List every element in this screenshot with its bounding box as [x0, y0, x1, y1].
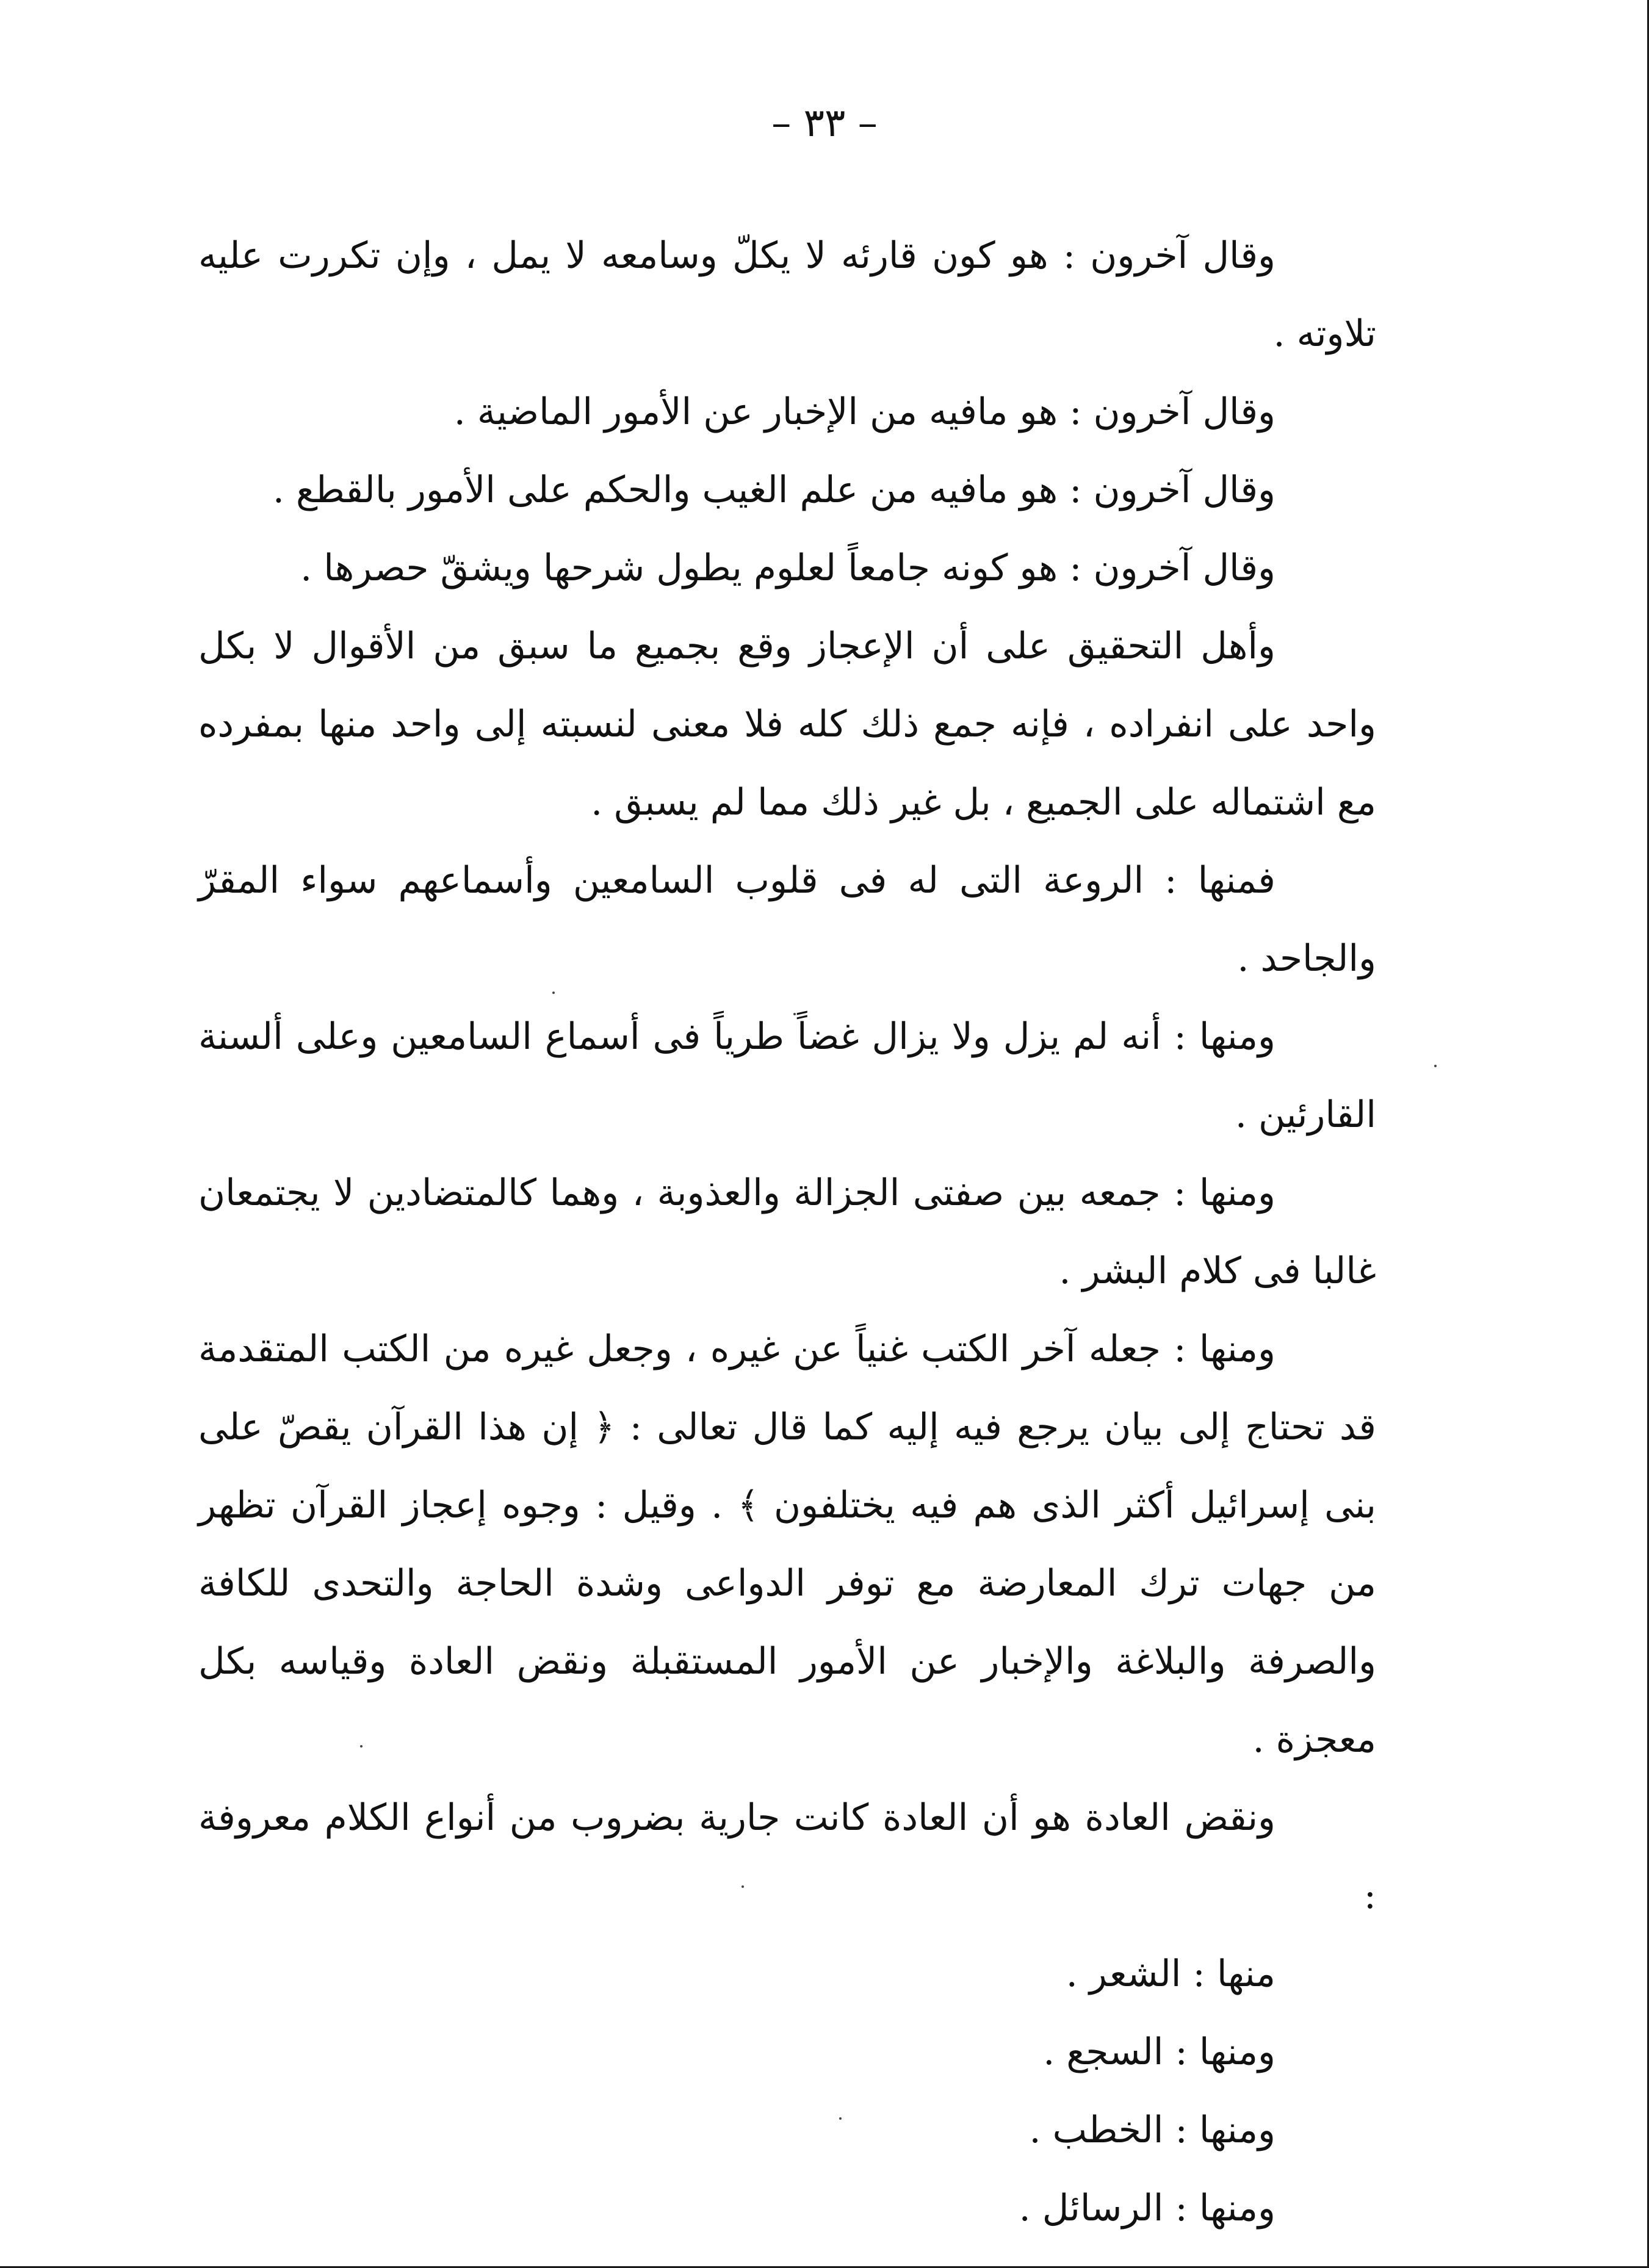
list-item: منها : الشعر .	[1066, 1953, 1276, 1995]
page-number: – ٣٣ –	[771, 101, 878, 146]
paragraph: ونقض العادة هو أن العادة كانت جارية بضروب من أنواع الكلام معروفة :	[198, 1796, 1376, 1917]
paragraph: ومنها : جعله آخر الكتب غنياً عن غيره ، وجعل غيره من الكتب المتقدمة قد تحتاج إلى بيان يرجع فيه إليه كما قال تعالى : ﴿ إن هذا القرآن يقصّ على بنى إسرائيل أكثر الذى هم فيه يختلفون ﴾ . وقيل : وجوه إعجاز القرآن تظهر من جهات ترك المعارضة مع توفر الدواعى وشدة الحاجة والتحدى للكافة والصرفة والبلاغة والإخبار عن الأمور المستقبلة ونقض العادة وقياسه بكل معجزة .	[198, 1328, 1376, 1761]
list-item: ومنها : السجع .	[1043, 2031, 1276, 2073]
scan-speck	[793, 1013, 796, 1015]
scan-speck	[360, 1745, 363, 1748]
scan-speck	[742, 1885, 744, 1888]
paragraph: وقال آخرون : هو كون قارئه لا يكلّ وسامعه لا يمل ، وإن تكررت عليه تلاوته .	[198, 234, 1376, 355]
scan-speck	[1434, 1065, 1437, 1067]
list-item: ومنها : الخطب .	[1029, 2109, 1276, 2151]
list-item: ومنها : الرسائل .	[1019, 2187, 1276, 2230]
paragraph: ومنها : جمعه بين صفتى الجزالة والعذوبة ، وهما كالمتضادين لا يجتمعان غالبا فى كلام البشر .	[198, 1172, 1376, 1292]
paragraph: ومنها : أنه لم يزل ولا يزال غضاً طرياً فى أسماع السامعين وعلى ألسنة القارئين .	[198, 1015, 1376, 1136]
scan-speck	[839, 2117, 842, 2120]
paragraph: وقال آخرون : هو مافيه من الإخبار عن الأمور الماضية .	[453, 391, 1276, 433]
paragraph: وأهل التحقيق على أن الإعجاز وقع بجميع ما سبق من الأقوال لا بكل واحد على انفراده ، فإنه جمع ذلك كله فلا معنى لنسبته إلى واحد منها بمفرده مع اشتماله على الجميع ، بل غير ذلك مما لم يسبق .	[198, 625, 1376, 824]
scan-speck	[552, 992, 555, 994]
body-text	[198, 217, 1376, 2247]
paragraph: وقال آخرون : هو مافيه من علم الغيب والحكم على الأمور بالقطع .	[272, 469, 1276, 511]
paragraph: وقال آخرون : هو كونه جامعاً لعلوم يطول شرحها ويشقّ حصرها .	[300, 547, 1276, 589]
paragraph: فمنها : الروعة التى له فى قلوب السامعين وأسماعهم سواء المقرّ والجاحد .	[198, 859, 1376, 980]
